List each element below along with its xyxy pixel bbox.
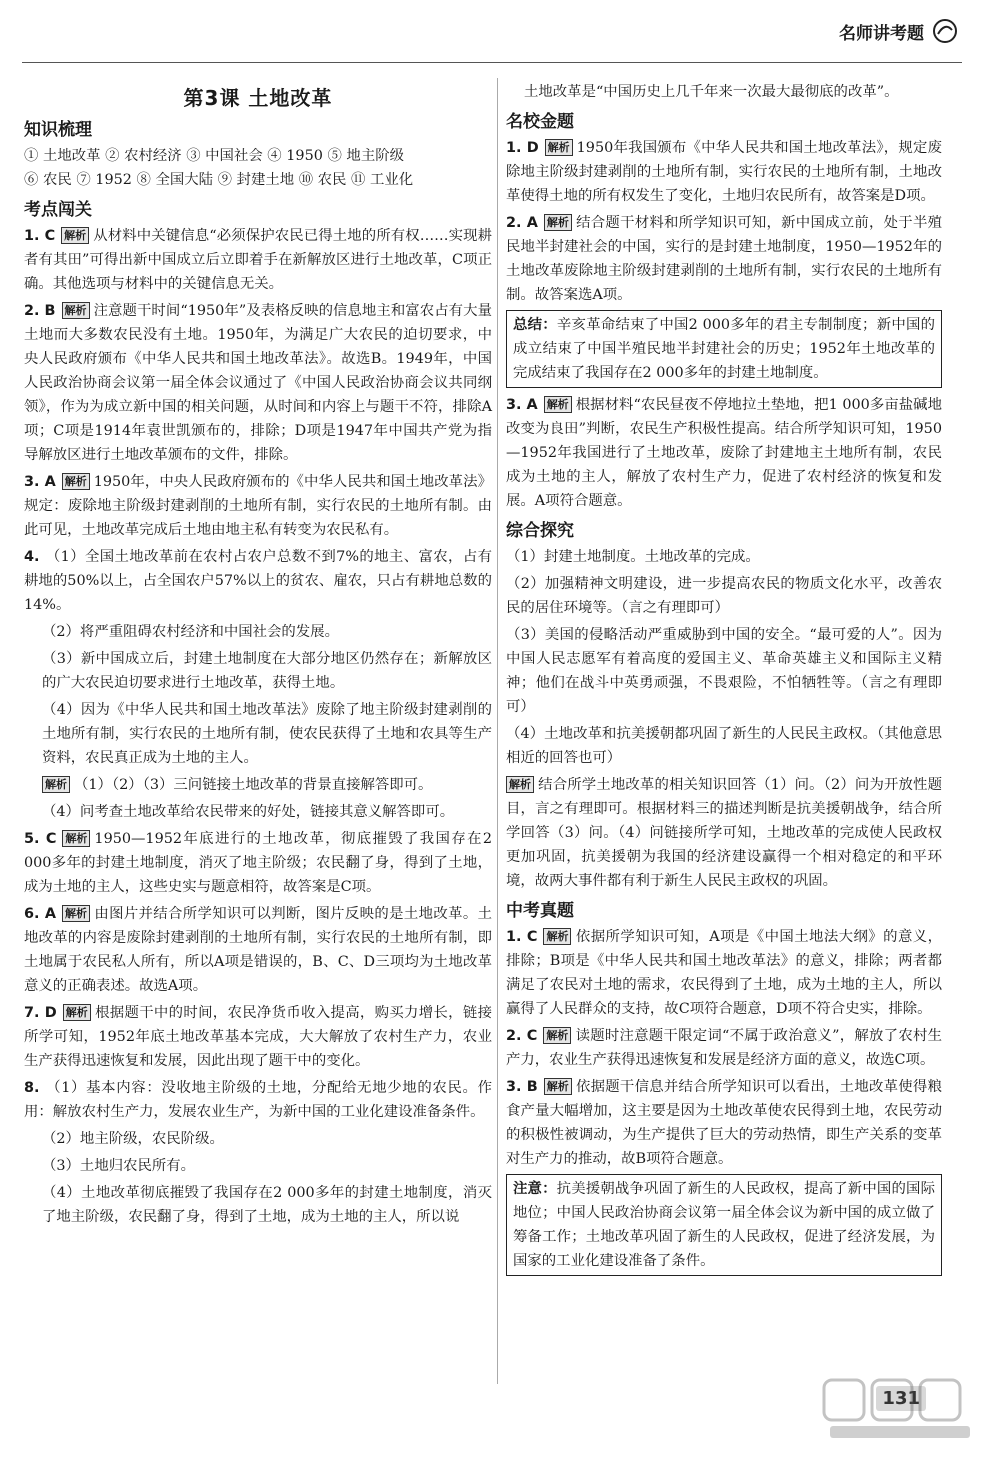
question-number: 1. D — [506, 140, 539, 156]
answer-subitem: （1）封建土地制度。土地改革的完成。 — [506, 549, 760, 565]
analysis-tag: 解析 — [544, 214, 572, 231]
analysis-tag: 解析 — [62, 302, 90, 319]
answer-text: （1）基本内容：没收地主阶级的土地，分配给无地少地的农民。作用：解放农村生产力，发展农业生产，为新中国的工业化建设准备条件。 — [24, 1080, 492, 1120]
answer-subitem — [506, 773, 942, 893]
question-number: 2. B — [24, 303, 56, 319]
question-number: 2. C — [506, 1028, 538, 1044]
analysis-tag: 解析 — [63, 1004, 91, 1021]
answer-item — [506, 925, 942, 1021]
answer-subitem: （2）地主阶级，农民阶级。 — [42, 1131, 224, 1147]
knowledge-line: ① 土地改革 ② 农村经济 ③ 中国社会 ④ 1950 ⑤ 地主阶级 — [24, 148, 404, 164]
answer-subitem: （2）将严重阻碍农村经济和中国社会的发展。 — [42, 624, 339, 640]
column-divider — [497, 78, 498, 1384]
answer-item — [24, 827, 492, 899]
answer-subitem: （4）土地改革和抗美援朝都巩固了新生的人民民主政权。（其他意思相近的回答也可） — [506, 726, 942, 766]
answer-item — [506, 1075, 942, 1171]
note-label: 注意： — [513, 1181, 557, 1197]
question-number: 8. — [24, 1080, 40, 1096]
answer-item — [506, 393, 942, 513]
answer-subitem: （3）新中国成立后，封建土地制度在大部分地区仍然存在；新解放区的广大农民迫切要求进行土地改革，获得土地。 — [42, 651, 492, 691]
answer-subitem: （4）土地改革彻底摧毁了我国存在2 000多年的封建土地制度，消灭了地主阶级，农民翻了身，得到了土地，成为土地的主人，所以说 — [42, 1185, 492, 1225]
question-number: 5. C — [24, 831, 57, 847]
right-column — [506, 80, 942, 1281]
brand-title: 名师讲考题 — [839, 23, 924, 44]
answer-text: 1950年我国颁布《中华人民共和国土地改革法》，规定废除地主阶级封建剥削的土地所有制，实行农民的土地所有制，土地改革使得土地的所有权发生了变化，土地归农民所有，故答案是D项。 — [506, 140, 942, 204]
question-number: 1. C — [24, 228, 56, 244]
answer-subitem: （3）土地归农民所有。 — [42, 1158, 196, 1174]
answer-text: 依据所学知识可知，A项是《中国土地法大纲》的意义，排除；B项是《中华人民共和国土地改革法》的意义，排除；两者都满足了农民对土地的需求，农民得到了土地，成为土地的主人，所以赢得了人民群众的支持，故C项符合题意，D项不符合史实，排除。 — [506, 929, 942, 1017]
answer-item — [506, 211, 942, 307]
answer-item — [506, 136, 942, 208]
answer-text: 根据题干中的时间，农民净货币收入提高，购买力增长，链接所学可知，1952年底土地改革基本完成，大大解放了农村生产力，农业生产获得迅速恢复和发展，因此出现了题干中的变化。 — [24, 1005, 492, 1069]
header-brand — [839, 18, 960, 44]
section-heading-kaodian: 考点闯关 — [24, 200, 92, 220]
analysis-tag: 解析 — [544, 1078, 572, 1095]
answer-text: 从材料中关键信息“必须保护农民已得土地的所有权……实现耕者有其田”可得出新中国成立后立即着手在新解放区进行土地改革，C项正确。其他选项与材料中的关键信息无关。 — [24, 228, 493, 292]
analysis-tag: 解析 — [543, 1027, 571, 1044]
answer-subitem: （2）加强精神文明建设，进一步提高农民的物质文化水平，改善农民的居住环境等。（言之有理即可） — [506, 576, 942, 616]
analysis-tag: 解析 — [62, 905, 90, 922]
question-number: 7. D — [24, 1005, 57, 1021]
analysis-tag: 解析 — [62, 830, 90, 847]
answer-item — [24, 470, 492, 542]
header-rule — [22, 62, 962, 63]
summary-label: 总结： — [513, 317, 557, 333]
note-text: 抗美援朝战争巩固了新生的人民政权，提高了新中国的国际地位；中国人民政治协商会议第一届全体会议为新中国的成立做了筹备工作；土地改革巩固了新生的人民政权，促进了经济发展，为国家的工业化建设准备了条件。 — [513, 1181, 935, 1269]
left-column — [24, 80, 492, 1232]
question-number: 3. B — [506, 1079, 538, 1095]
question-number: 6. A — [24, 906, 56, 922]
page-number: 131 — [876, 1386, 926, 1411]
answer-item — [24, 545, 492, 617]
answer-text: 1950—1952年底进行的土地改革，彻底摧毁了我国存在2 000多年的封建土地制度，消灭了地主阶级；农民翻了身，得到了土地，成为土地的主人，这些史实与题意相符，故答案是C项。 — [24, 831, 492, 895]
answer-text: 结合所学土地改革的相关知识回答（1）问。（2）问为开放性题目，言之有理即可。根据材料三的描述判断是抗美援朝战争，结合所学回答（3）问。（4）问链接所学可知，土地改革的完成使人民政权更加巩固，抗美援朝为我国的经济建设赢得一个相对稳定的和平环境，故两大事件都有利于新生人民民主政权的巩固。 — [506, 777, 942, 889]
answer-item — [24, 299, 492, 467]
answer-item — [506, 1024, 942, 1072]
knowledge-line: ⑥ 农民 ⑦ 1952 ⑧ 全国大陆 ⑨ 封建土地 ⑩ 农民 ⑪ 工业化 — [24, 172, 414, 188]
answer-text: 1950年，中央人民政府颁布的《中华人民共和国土地改革法》规定：废除地主阶级封建剥削的土地所有制，实行农民的土地所有制。由此可见，土地改革完成后土地由地主私有转变为农民私有。 — [24, 474, 492, 538]
answer-item — [24, 1076, 492, 1124]
answer-subitem: （4）因为《中华人民共和国土地改革法》废除了地主阶级封建剥削的土地所有制，实行农民的土地所有制，使农民获得了土地和农具等生产资料，农民真正成为土地的主人。 — [42, 702, 492, 766]
answer-text: 读题时注意题干限定词“不属于政治意义”，解放了农村生产力，农业生产获得迅速恢复和发展是经济方面的意义，故选C项。 — [506, 1028, 942, 1068]
answer-text: 结合题干材料和所学知识可知，新中国成立前，处于半殖民地半封建社会的中国，实行的是封建土地制度，1950—1952年的土地改革废除地主阶级封建剥削的土地所有制，实行农民的土地所有制。故答案选A项。 — [506, 215, 942, 303]
analysis-tag: 解析 — [545, 139, 573, 156]
answer-text: 依据题干信息并结合所学知识可以看出，土地改革使得粮食产量大幅增加，这主要是因为土地改革使农民得到土地，农民劳动的积极性被调动，为生产提供了巨大的劳动热情，即生产关系的变革对生产力的推动，故B项符合题意。 — [506, 1079, 942, 1167]
analysis-tag: 解析 — [42, 776, 70, 793]
section-heading-knowledge: 知识梳理 — [24, 120, 92, 140]
answer-subitem: （4）问考查土地改革给农民带来的好处，链接其意义解答即可。 — [42, 804, 455, 820]
summary-text: 辛亥革命结束了中国2 000多年的君主专制制度；新中国的成立结束了中国半殖民地半封建社会的历史；1952年土地改革的完成结束了我国存在2 000多年的封建土地制度。 — [513, 317, 935, 381]
answer-item — [24, 1001, 492, 1073]
analysis-tag: 解析 — [543, 928, 571, 945]
analysis-tag: 解析 — [62, 473, 90, 490]
answer-text: （1）（2）（3）三问链接土地改革的背景直接解答即可。 — [74, 777, 433, 793]
answer-text: 根据材料“农民昼夜不停地拉土垫地，把1 000多亩盐碱地改变为良田”判断，农民生产积极性提高。结合所学知识可知，1950—1952年我国进行了土地改革，废除了封建地主土地所有制，农民成为土地的主人，解放了农村生产力，促进了农村经济的恢复和发展。A项符合题意。 — [506, 397, 942, 509]
question-number: 2. A — [506, 215, 538, 231]
lesson-title: 第3课 土地改革 — [183, 86, 333, 110]
question-number: 4. — [24, 549, 40, 565]
answer-text: 注意题干时间“1950年”及表格反映的信息地主和富农占有大量土地而大多数农民没有土地。1950年，为满足广大农民的迫切要求，中央人民政府颁布《中华人民共和国土地改革法》。故选B。1949年，中国人民政治协商会议第一届全体会议通过了《中国人民政治协商会议共同纲领》，作为为成立新中国的相关问题，从时间和内容上与题干不符，排除A项；C项是1914年袁世凯颁布的，排除；D项是1947年中国共产党为指导解放区进行土地改革颁布的文件，排除。 — [24, 303, 492, 463]
question-number: 3. A — [24, 474, 56, 490]
analysis-tag: 解析 — [61, 227, 89, 244]
answer-text: （1）全国土地改革前在农村占农户总数不到7%的地主、富农，占有耕地的50%以上，占全国农户57%以上的贫农、雇农，只占有耕地总数的14%。 — [24, 549, 492, 613]
section-heading-zonghe: 综合探究 — [506, 521, 574, 541]
analysis-tag: 解析 — [506, 776, 534, 793]
brand-logo-icon — [930, 18, 960, 44]
question-number: 1. C — [506, 929, 538, 945]
watermark-logo-icon — [820, 1374, 980, 1444]
answer-item — [24, 224, 492, 296]
continued-text: 土地改革是“中国历史上几千年来一次最大最彻底的改革”。 — [524, 84, 899, 100]
answer-item — [24, 902, 492, 998]
answer-text: 由图片并结合所学知识可以判断，图片反映的是土地改革。土地改革的内容是废除封建剥削的土地所有制，实行农民的土地所有制，即土地属于农民私人所有，所以A项是错误的，B、C、D三项均为土地改革意义的正确表述。故选A项。 — [24, 906, 492, 994]
section-heading-mingxiao: 名校金题 — [506, 112, 574, 132]
section-heading-zhongkao: 中考真题 — [506, 901, 574, 921]
answer-subitem: （3）美国的侵略活动严重威胁到中国的安全。“最可爱的人”。因为中国人民志愿军有着高度的爱国主义、革命英雄主义和国际主义精神；他们在战斗中英勇顽强，不畏艰险，不怕牺牲等。（言之有理即可） — [506, 627, 942, 715]
question-number: 3. A — [506, 397, 538, 413]
analysis-tag: 解析 — [544, 396, 572, 413]
note-box — [506, 1174, 942, 1276]
answer-subitem — [24, 773, 492, 797]
summary-box — [506, 310, 942, 388]
